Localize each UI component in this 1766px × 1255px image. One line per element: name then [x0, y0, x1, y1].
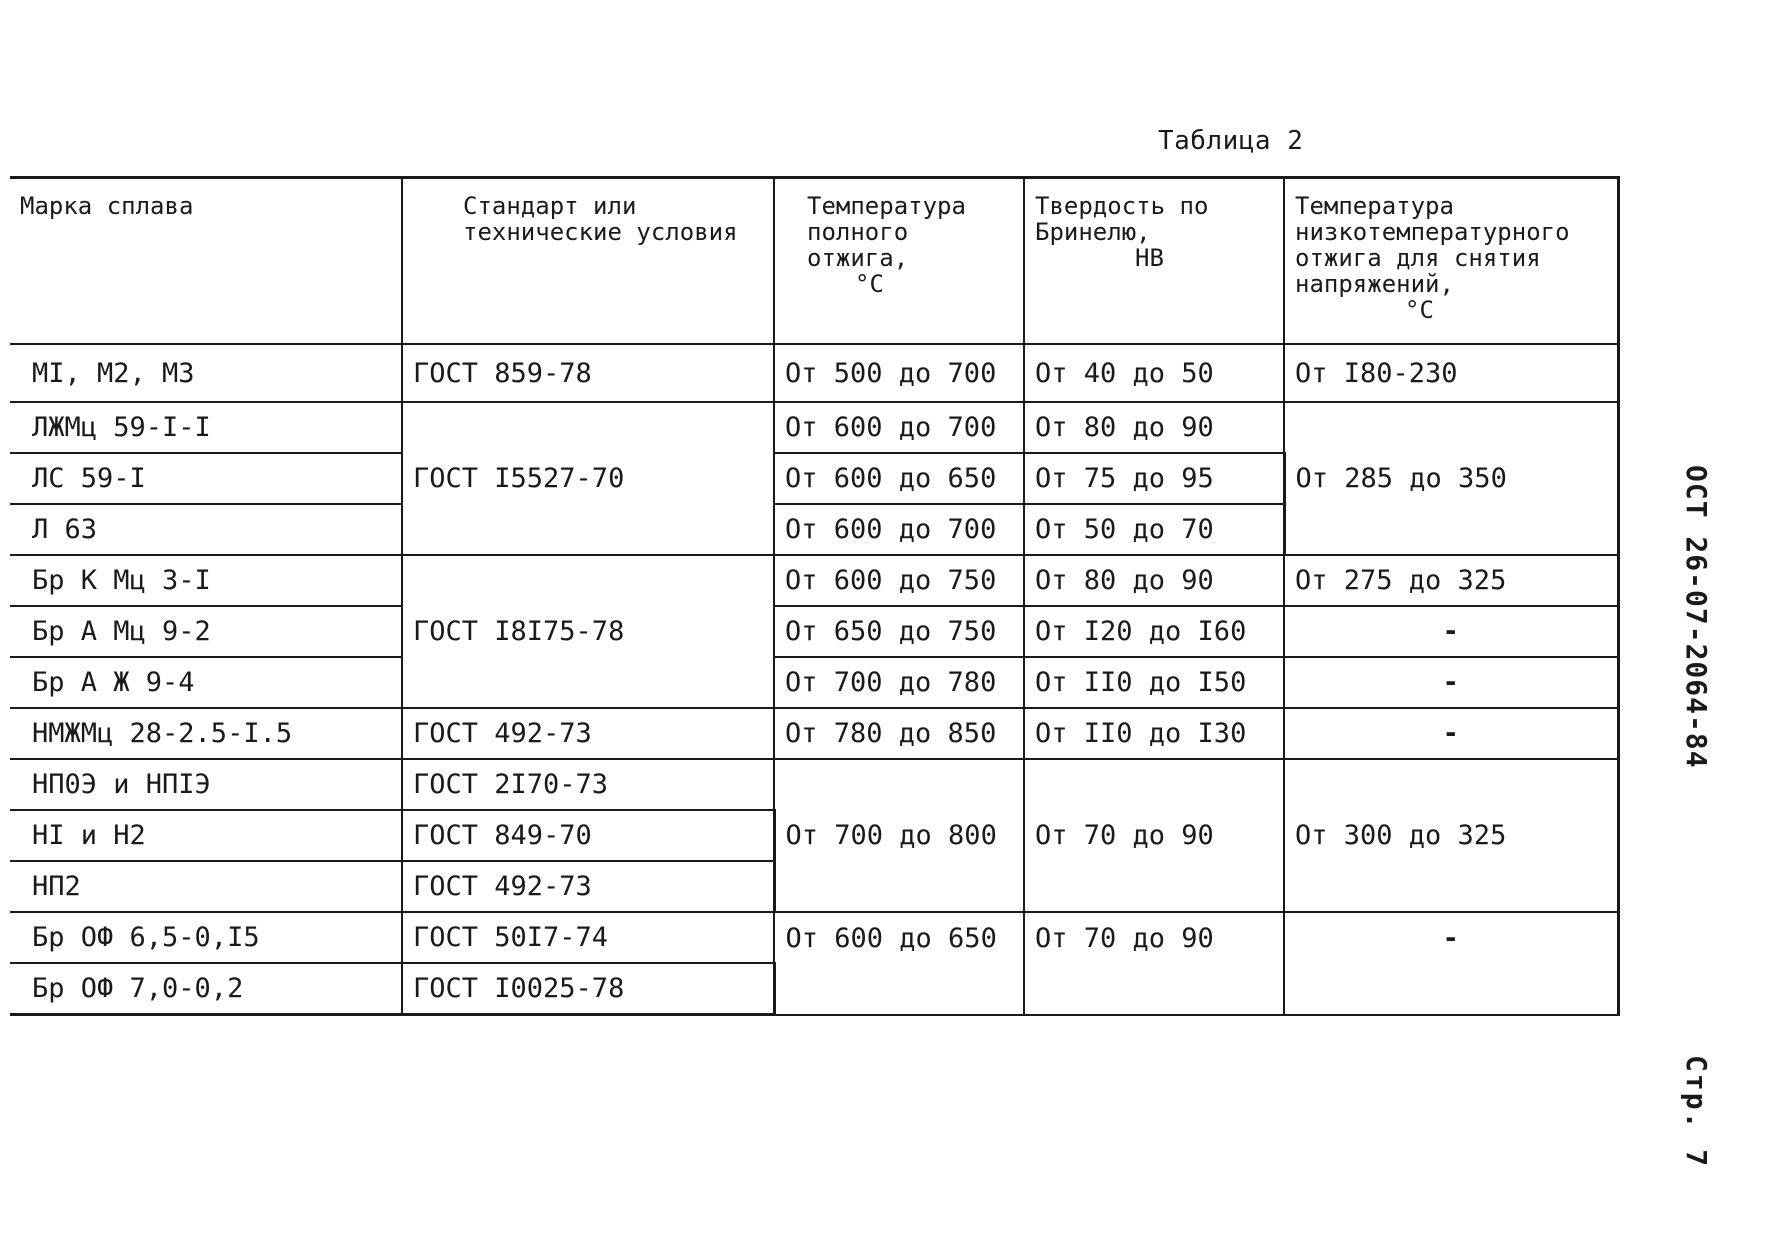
alloy-cell: ЛС 59-I [10, 453, 402, 504]
stress-relief-cell: От 285 до 350 [1284, 402, 1618, 555]
header-alloy-label: Марка сплава [20, 192, 194, 220]
hardness-cell: От 75 до 95 [1024, 453, 1284, 504]
header-stress-relief-label: Температура низкотемпературного отжига для снятия напряжений, [1295, 192, 1570, 298]
standard-cell: ГОСТ I8I75-78 [402, 555, 774, 708]
table-row [10, 759, 1618, 810]
alloy-cell: Бр К Мц 3-I [10, 555, 402, 606]
full-anneal-cell: От 780 до 850 [774, 708, 1024, 759]
standard-cell: ГОСТ 50I7-74 [402, 912, 774, 963]
hardness-cell: От II0 до I50 [1024, 657, 1284, 708]
table-row [10, 912, 1618, 963]
table-row [10, 344, 1618, 402]
standard-cell: ГОСТ 859-78 [402, 344, 774, 402]
annealing-table [10, 176, 1620, 1016]
alloy-cell: НМЖМц 28-2.5-I.5 [10, 708, 402, 759]
header-stress-relief [1284, 178, 1618, 345]
hardness-cell: От 70 до 90 [1024, 912, 1284, 1015]
alloy-cell: Бр А Мц 9-2 [10, 606, 402, 657]
table-row [10, 606, 1618, 657]
standard-cell: ГОСТ 2I70-73 [402, 759, 774, 810]
alloy-cell: Бр ОФ 6,5-0,I5 [10, 912, 402, 963]
header-stress-relief-unit: °С [1405, 296, 1434, 324]
table-row [10, 555, 1618, 606]
alloy-cell: НП0Э и НПIЭ [10, 759, 402, 810]
full-anneal-cell: От 600 до 650 [774, 912, 1024, 1015]
stress-relief-cell: - [1284, 708, 1618, 759]
header-full-anneal-unit: °С [855, 270, 884, 298]
header-standard-label: Стандарт или технические условия [463, 192, 738, 246]
standard-cell: ГОСТ I0025-78 [402, 963, 774, 1015]
hardness-cell: От 40 до 50 [1024, 344, 1284, 402]
table-caption: Таблица 2 [1158, 126, 1304, 156]
stress-relief-cell: - [1284, 606, 1618, 657]
standard-cell: ГОСТ 849-70 [402, 810, 774, 861]
stress-relief-cell: - [1284, 657, 1618, 708]
full-anneal-cell: От 650 до 750 [774, 606, 1024, 657]
hardness-cell: От 70 до 90 [1024, 759, 1284, 912]
stress-relief-cell: - [1284, 912, 1618, 1015]
header-hardness-unit: НВ [1135, 244, 1164, 272]
full-anneal-cell: От 700 до 800 [774, 759, 1024, 912]
alloy-cell: НП2 [10, 861, 402, 912]
header-full-anneal [774, 178, 1024, 345]
header-full-anneal-label: Температура полного отжига, [807, 192, 966, 272]
alloy-cell: НI и Н2 [10, 810, 402, 861]
header-standard [402, 178, 774, 345]
standard-cell: ГОСТ 492-73 [402, 708, 774, 759]
table-row [10, 402, 1618, 453]
full-anneal-cell: От 600 до 650 [774, 453, 1024, 504]
hardness-cell: От 50 до 70 [1024, 504, 1284, 555]
table-row [10, 708, 1618, 759]
full-anneal-cell: От 700 до 780 [774, 657, 1024, 708]
stress-relief-cell: От 275 до 325 [1284, 555, 1618, 606]
page-number: Стр. 7 [1680, 1055, 1713, 1169]
table-row [10, 657, 1618, 708]
hardness-cell: От 80 до 90 [1024, 555, 1284, 606]
standard-cell: ГОСТ 492-73 [402, 861, 774, 912]
table-header-row [10, 178, 1618, 345]
header-hardness-label: Твердость по Бринелю, [1035, 192, 1209, 246]
document-code: ОСТ 26-07-2064-84 [1680, 465, 1713, 769]
full-anneal-cell: От 600 до 700 [774, 402, 1024, 453]
alloy-cell: Л 63 [10, 504, 402, 555]
hardness-cell: От I20 до I60 [1024, 606, 1284, 657]
full-anneal-cell: От 600 до 750 [774, 555, 1024, 606]
full-anneal-cell: От 500 до 700 [774, 344, 1024, 402]
header-alloy [10, 178, 402, 345]
alloy-cell: ЛЖМц 59-I-I [10, 402, 402, 453]
stress-relief-cell: От I80-230 [1284, 344, 1618, 402]
stress-relief-cell: От 300 до 325 [1284, 759, 1618, 912]
standard-cell: ГОСТ I5527-70 [402, 402, 774, 555]
alloy-cell: МI, М2, М3 [10, 344, 402, 402]
full-anneal-cell: От 600 до 700 [774, 504, 1024, 555]
hardness-cell: От II0 до I30 [1024, 708, 1284, 759]
alloy-cell: Бр ОФ 7,0-0,2 [10, 963, 402, 1015]
alloy-cell: Бр А Ж 9-4 [10, 657, 402, 708]
header-hardness [1024, 178, 1284, 345]
hardness-cell: От 80 до 90 [1024, 402, 1284, 453]
